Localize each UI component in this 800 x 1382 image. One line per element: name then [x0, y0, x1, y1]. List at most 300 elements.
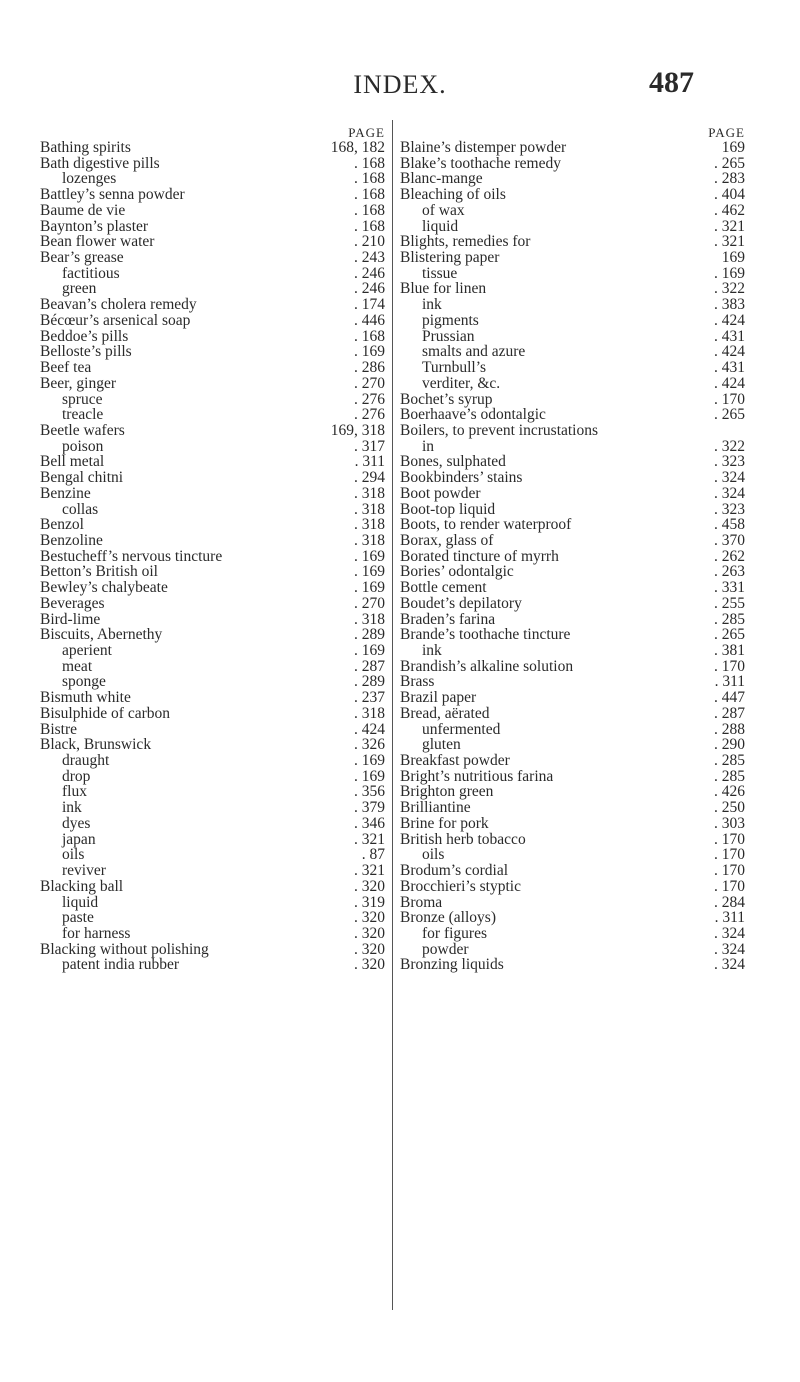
entry-term: collas — [62, 500, 99, 518]
entry-page-ref: . 265 — [714, 406, 745, 424]
entry-page-ref: . 320 — [354, 940, 385, 958]
entry-term: Beverages — [40, 594, 105, 612]
entry-page-ref: . 168 — [354, 327, 385, 345]
entry-term: gluten — [422, 736, 461, 754]
entry-term: in — [422, 437, 435, 455]
entry-page-ref: . 447 — [714, 689, 745, 707]
entry-page-ref: . 168 — [354, 170, 385, 188]
entry-page-ref: . 323 — [714, 500, 745, 518]
entry-term: Benzol — [40, 516, 84, 534]
entry-page-ref: . 458 — [714, 516, 745, 534]
entry-page-ref: . 169 — [354, 343, 385, 361]
index-entry — [400, 297, 745, 313]
entry-page-ref: . 174 — [354, 296, 385, 314]
entry-page-ref: . 346 — [354, 814, 385, 832]
index-entry — [40, 486, 385, 502]
index-entry — [40, 329, 385, 345]
entry-page-ref: . 320 — [354, 956, 385, 974]
entry-page-ref: . 324 — [714, 924, 745, 942]
entry-term: Beddoe’s pills — [40, 327, 129, 345]
index-entry — [400, 549, 745, 565]
index-entry — [40, 737, 385, 753]
entry-page-ref: . 169 — [714, 264, 745, 282]
index-entry — [400, 753, 745, 769]
index-entry — [400, 470, 745, 486]
index-entry — [400, 596, 745, 612]
entry-term: Battley’s senna powder — [40, 186, 185, 204]
entry-page-ref: . 446 — [354, 311, 385, 329]
entry-page-ref: 169, 318 — [330, 421, 385, 439]
entry-page-ref: . 321 — [354, 862, 385, 880]
index-entry — [400, 863, 745, 879]
entry-page-ref: . 87 — [361, 846, 385, 864]
entry-term: Bean flower water — [40, 233, 155, 251]
entry-term: Prussian — [422, 327, 475, 345]
entry-page-ref: . 169 — [354, 563, 385, 581]
entry-term: Beer, ginger — [40, 374, 116, 392]
index-entry — [40, 910, 385, 926]
entry-page-ref: . 285 — [714, 610, 745, 628]
index-entry — [400, 879, 745, 895]
entry-term: drop — [62, 767, 91, 785]
index-entry — [400, 769, 745, 785]
entry-term: Blanc-mange — [400, 170, 483, 188]
index-entry — [40, 171, 385, 187]
entry-term: Bécœur’s arsenical soap — [40, 311, 191, 329]
entry-page-ref: . 289 — [354, 673, 385, 691]
index-entry — [400, 690, 745, 706]
index-entry — [400, 659, 745, 675]
index-entry — [40, 627, 385, 643]
entry-page-ref: . 263 — [714, 563, 745, 581]
column-divider — [392, 120, 393, 1310]
index-entry — [40, 926, 385, 942]
entry-term: liquid — [422, 217, 459, 235]
entry-term: flux — [62, 783, 87, 801]
index-entry — [40, 753, 385, 769]
entry-page-ref: . 169 — [354, 547, 385, 565]
index-entry — [400, 392, 745, 408]
index-entry — [400, 706, 745, 722]
entry-page-ref: . 320 — [354, 877, 385, 895]
entry-term: aperient — [62, 642, 112, 659]
index-entry — [400, 502, 745, 518]
entry-term: smalts and azure — [422, 343, 526, 361]
entry-term: meat — [62, 657, 93, 675]
entry-term: Boots, to render waterproof — [400, 516, 572, 534]
index-entry — [400, 722, 745, 738]
entry-term: japan — [62, 830, 96, 848]
entry-page-ref: . 311 — [714, 673, 745, 691]
index-entry — [40, 879, 385, 895]
entry-page-ref: . 270 — [354, 374, 385, 392]
index-entry — [400, 407, 745, 423]
entry-page-ref: . 318 — [354, 484, 385, 502]
entry-term: Blistering paper — [400, 249, 500, 267]
entry-page-ref: . 356 — [354, 783, 385, 801]
entry-term: unfermented — [422, 720, 501, 738]
index-entry — [400, 737, 745, 753]
entry-page-ref: . 289 — [354, 626, 385, 644]
entry-term: sponge — [62, 673, 106, 691]
index-entry — [40, 690, 385, 706]
entry-page-ref: . 319 — [354, 893, 385, 911]
index-entry — [40, 439, 385, 455]
entry-term: Belloste’s pills — [40, 343, 132, 361]
entry-term: Blights, remedies for — [400, 233, 531, 251]
entry-page-ref: . 287 — [354, 657, 385, 675]
entry-term: poison — [62, 437, 104, 455]
entry-page-ref: . 324 — [714, 940, 745, 958]
entry-page-ref: . 311 — [354, 453, 385, 471]
entry-page-ref: . 426 — [714, 783, 745, 801]
entry-term: Bistre — [40, 720, 78, 738]
entry-page-ref: . 322 — [714, 280, 745, 298]
entry-page-ref: . 318 — [354, 704, 385, 722]
entry-term: Boot-top liquid — [400, 500, 496, 518]
index-entry — [400, 564, 745, 580]
index-entry — [40, 722, 385, 738]
entry-term: Bismuth white — [40, 689, 131, 707]
index-entry — [400, 203, 745, 219]
entry-term: Bell metal — [40, 453, 105, 471]
entry-page-ref: 169 — [721, 139, 745, 156]
entry-term: Bisulphide of carbon — [40, 704, 171, 722]
entry-term: Bright’s nutritious farina — [400, 767, 554, 785]
index-entry — [40, 219, 385, 235]
entry-term: Bear’s grease — [40, 249, 124, 267]
index-entry — [40, 706, 385, 722]
entry-term: Boot powder — [400, 484, 481, 502]
index-entry — [400, 627, 745, 643]
index-entry — [40, 832, 385, 848]
index-entry — [40, 564, 385, 580]
entry-page-ref: . 324 — [714, 484, 745, 502]
entry-page-ref: . 424 — [354, 720, 385, 738]
entry-term: Beetle wafers — [40, 421, 125, 439]
entry-term: Beef tea — [40, 359, 92, 377]
index-entry — [400, 643, 745, 659]
entry-term: Bird-lime — [40, 610, 101, 628]
entry-page-ref: . 331 — [714, 579, 745, 597]
entry-term: Broma — [400, 893, 443, 911]
entry-page-ref: . 283 — [714, 170, 745, 188]
entry-page-ref: . 170 — [714, 846, 745, 864]
entry-page-ref: . 168 — [354, 217, 385, 235]
entry-term: of wax — [422, 201, 465, 219]
index-entry — [40, 517, 385, 533]
entry-term: Brighton green — [400, 783, 494, 801]
entry-page-ref: . 243 — [354, 249, 385, 267]
entry-term: Bookbinders’ stains — [400, 469, 523, 487]
index-entry — [40, 580, 385, 596]
entry-term: Biscuits, Abernethy — [40, 626, 163, 644]
entry-term: Brass — [400, 673, 435, 691]
index-entry — [40, 659, 385, 675]
index-entry — [400, 360, 745, 376]
page-column-label: PAGE — [348, 125, 385, 140]
entry-page-ref: . 210 — [354, 233, 385, 251]
entry-page-ref: . 318 — [354, 516, 385, 534]
running-title: INDEX. — [353, 70, 447, 99]
index-entry — [40, 376, 385, 392]
entry-page-ref: . 284 — [714, 893, 745, 911]
index-entry — [40, 156, 385, 172]
entry-list — [400, 140, 745, 973]
entry-term: British herb tobacco — [400, 830, 526, 848]
index-entry — [400, 910, 745, 926]
entry-page-ref: . 285 — [714, 752, 745, 770]
entry-term: Boilers, to prevent incrustations — [400, 421, 599, 439]
entry-page-ref: . 169 — [354, 767, 385, 785]
index-entry — [400, 816, 745, 832]
index-entry — [400, 219, 745, 235]
index-entry — [40, 769, 385, 785]
entry-page-ref: . 424 — [714, 311, 745, 329]
entry-page-ref: . 270 — [354, 594, 385, 612]
entry-page-ref: . 404 — [714, 186, 745, 204]
entry-term: Boudet’s depilatory — [400, 594, 522, 612]
entry-term: Bleaching of oils — [400, 186, 506, 204]
entry-term: green — [62, 280, 97, 298]
index-entry — [40, 250, 385, 266]
index-entry — [40, 392, 385, 408]
index-entry — [40, 895, 385, 911]
entry-term: pigments — [422, 311, 479, 329]
entry-term: liquid — [62, 893, 99, 911]
entry-page-ref: . 265 — [714, 626, 745, 644]
entry-page-ref: . 168 — [354, 201, 385, 219]
entry-term: Boerhaave’s odontalgic — [400, 406, 546, 424]
index-entry — [400, 612, 745, 628]
index-entry — [400, 533, 745, 549]
entry-page-ref: . 383 — [714, 296, 745, 314]
index-entry — [400, 926, 745, 942]
entry-page-ref: . 262 — [714, 547, 745, 565]
index-entry — [400, 344, 745, 360]
index-entry — [40, 234, 385, 250]
index-entry — [40, 313, 385, 329]
index-entry — [400, 171, 745, 187]
index-entry — [400, 329, 745, 345]
entry-term: patent india rubber — [62, 956, 180, 974]
entry-page-ref: . 321 — [714, 217, 745, 235]
entry-page-ref: 168, 182 — [330, 139, 385, 156]
index-entry — [40, 470, 385, 486]
entry-page-ref: . 323 — [714, 453, 745, 471]
index-entry — [400, 250, 745, 266]
entry-term: factitious — [62, 264, 120, 282]
entry-page-ref: . 320 — [354, 924, 385, 942]
entry-term: Bottle cement — [400, 579, 487, 597]
index-entry — [400, 156, 745, 172]
entry-term: Bath digestive pills — [40, 154, 160, 172]
entry-page-ref: . 170 — [714, 862, 745, 880]
entry-term: Borated tincture of myrrh — [400, 547, 559, 565]
entry-term: Bories’ odontalgic — [400, 563, 514, 581]
entry-term: reviver — [62, 862, 106, 880]
entry-page-ref: . 324 — [714, 956, 745, 974]
entry-term: Beavan’s cholera remedy — [40, 296, 197, 314]
index-entry — [40, 784, 385, 800]
entry-page-ref: . 276 — [354, 406, 385, 424]
entry-page-ref: . 285 — [714, 767, 745, 785]
entry-term: Bathing spirits — [40, 139, 131, 156]
entry-list — [40, 140, 385, 973]
entry-term: Bochet’s syrup — [400, 390, 493, 408]
index-entry — [40, 549, 385, 565]
index-entry — [40, 816, 385, 832]
entry-term: ink — [422, 296, 442, 314]
index-column-right — [400, 125, 745, 973]
entry-term: Brocchieri’s styptic — [400, 877, 521, 895]
entry-page-ref: . 168 — [354, 186, 385, 204]
entry-term: powder — [422, 940, 469, 958]
index-entry — [400, 234, 745, 250]
entry-page-ref: . 170 — [714, 390, 745, 408]
entry-page-ref: . 318 — [354, 610, 385, 628]
index-entry — [40, 266, 385, 282]
index-entry — [40, 863, 385, 879]
index-entry — [400, 957, 745, 973]
entry-page-ref: . 370 — [714, 531, 745, 549]
entry-page-ref: . 170 — [714, 830, 745, 848]
index-column-left — [40, 125, 385, 973]
entry-term: lozenges — [62, 170, 117, 188]
entry-page-ref: . 169 — [354, 752, 385, 770]
entry-page-ref: . 462 — [714, 201, 745, 219]
index-entry — [40, 281, 385, 297]
page-column-label: PAGE — [708, 125, 745, 140]
index-entry — [40, 344, 385, 360]
index-entry — [40, 203, 385, 219]
entry-page-ref: . 424 — [714, 374, 745, 392]
entry-term: Braden’s farina — [400, 610, 496, 628]
entry-term: ink — [422, 642, 442, 659]
index-entry — [40, 674, 385, 690]
entry-term: paste — [62, 909, 94, 927]
entry-term: Brande’s toothache tincture — [400, 626, 571, 644]
entry-page-ref: . 255 — [714, 594, 745, 612]
entry-page-ref: 169 — [721, 249, 745, 267]
entry-term: oils — [62, 846, 85, 864]
entry-term: oils — [422, 846, 445, 864]
index-entry — [400, 895, 745, 911]
entry-term: Benzine — [40, 484, 91, 502]
index-entry — [40, 407, 385, 423]
entry-term: for harness — [62, 924, 131, 942]
index-entry — [400, 281, 745, 297]
entry-term: Blue for linen — [400, 280, 487, 298]
index-entry — [400, 847, 745, 863]
index-entry — [400, 486, 745, 502]
index-entry — [400, 942, 745, 958]
index-entry — [40, 187, 385, 203]
entry-page-ref: . 320 — [354, 909, 385, 927]
index-entry — [40, 360, 385, 376]
index-entry — [40, 957, 385, 973]
entry-term: Brandish’s alkaline solution — [400, 657, 574, 675]
entry-page-ref: . 381 — [714, 642, 745, 659]
entry-page-ref: . 276 — [354, 390, 385, 408]
index-entry — [40, 612, 385, 628]
entry-page-ref: . 169 — [354, 642, 385, 659]
entry-page-ref: . 322 — [714, 437, 745, 455]
entry-page-ref: . 321 — [354, 830, 385, 848]
entry-page-ref: . 431 — [714, 359, 745, 377]
index-entry — [40, 643, 385, 659]
entry-term: treacle — [62, 406, 104, 424]
entry-term: Bread, aërated — [400, 704, 490, 722]
entry-term: Blacking ball — [40, 877, 124, 895]
entry-page-ref: . 265 — [714, 154, 745, 172]
entry-page-ref: . 318 — [354, 500, 385, 518]
entry-term: Blake’s toothache remedy — [400, 154, 561, 172]
entry-term: Bronzing liquids — [400, 956, 504, 974]
entry-term: Brodum’s cordial — [400, 862, 509, 880]
entry-page-ref: . 317 — [354, 437, 385, 455]
entry-page-ref: . 168 — [354, 154, 385, 172]
index-entry — [400, 439, 745, 455]
index-entry — [40, 847, 385, 863]
entry-page-ref: . 169 — [354, 579, 385, 597]
index-entry — [40, 423, 385, 439]
entry-page-ref: . 379 — [354, 799, 385, 817]
entry-term: Bronze (alloys) — [400, 909, 496, 927]
entry-page-ref: . 294 — [354, 469, 385, 487]
entry-term: spruce — [62, 390, 103, 408]
entry-term: Bestucheff’s nervous tincture — [40, 547, 223, 565]
entry-term: Black, Brunswick — [40, 736, 152, 754]
entry-page-ref: . 290 — [714, 736, 745, 754]
index-entry — [40, 596, 385, 612]
entry-term: Baume de vie — [40, 201, 126, 219]
index-entry — [400, 266, 745, 282]
entry-term: Brine for pork — [400, 814, 489, 832]
index-entry — [400, 832, 745, 848]
index-entry — [40, 454, 385, 470]
index-entry — [40, 800, 385, 816]
entry-page-ref: . 424 — [714, 343, 745, 361]
entry-page-ref: . 250 — [714, 799, 745, 817]
entry-term: dyes — [62, 814, 91, 832]
page-number: 487 — [649, 66, 694, 99]
index-entry — [400, 517, 745, 533]
index-entry — [40, 502, 385, 518]
entry-term: for figures — [422, 924, 487, 942]
entry-page-ref: . 431 — [714, 327, 745, 345]
entry-term: Turnbull’s — [422, 359, 487, 377]
entry-term: Blaine’s distemper powder — [400, 139, 567, 156]
entry-term: Baynton’s plaster — [40, 217, 149, 235]
index-entry — [400, 187, 745, 203]
entry-term: Brazil paper — [400, 689, 477, 707]
entry-page-ref: . 286 — [354, 359, 385, 377]
entry-page-ref: . 318 — [354, 531, 385, 549]
entry-page-ref: . 321 — [714, 233, 745, 251]
index-entry — [40, 297, 385, 313]
entry-term: Bengal chitni — [40, 469, 124, 487]
entry-page-ref: . 287 — [714, 704, 745, 722]
entry-term: verditer, &c. — [422, 374, 501, 392]
index-entry — [40, 942, 385, 958]
entry-page-ref: . 170 — [714, 877, 745, 895]
entry-page-ref: . 303 — [714, 814, 745, 832]
entry-page-ref: . 326 — [354, 736, 385, 754]
entry-page-ref: . 288 — [714, 720, 745, 738]
index-entry — [400, 800, 745, 816]
entry-term: Benzoline — [40, 531, 103, 549]
